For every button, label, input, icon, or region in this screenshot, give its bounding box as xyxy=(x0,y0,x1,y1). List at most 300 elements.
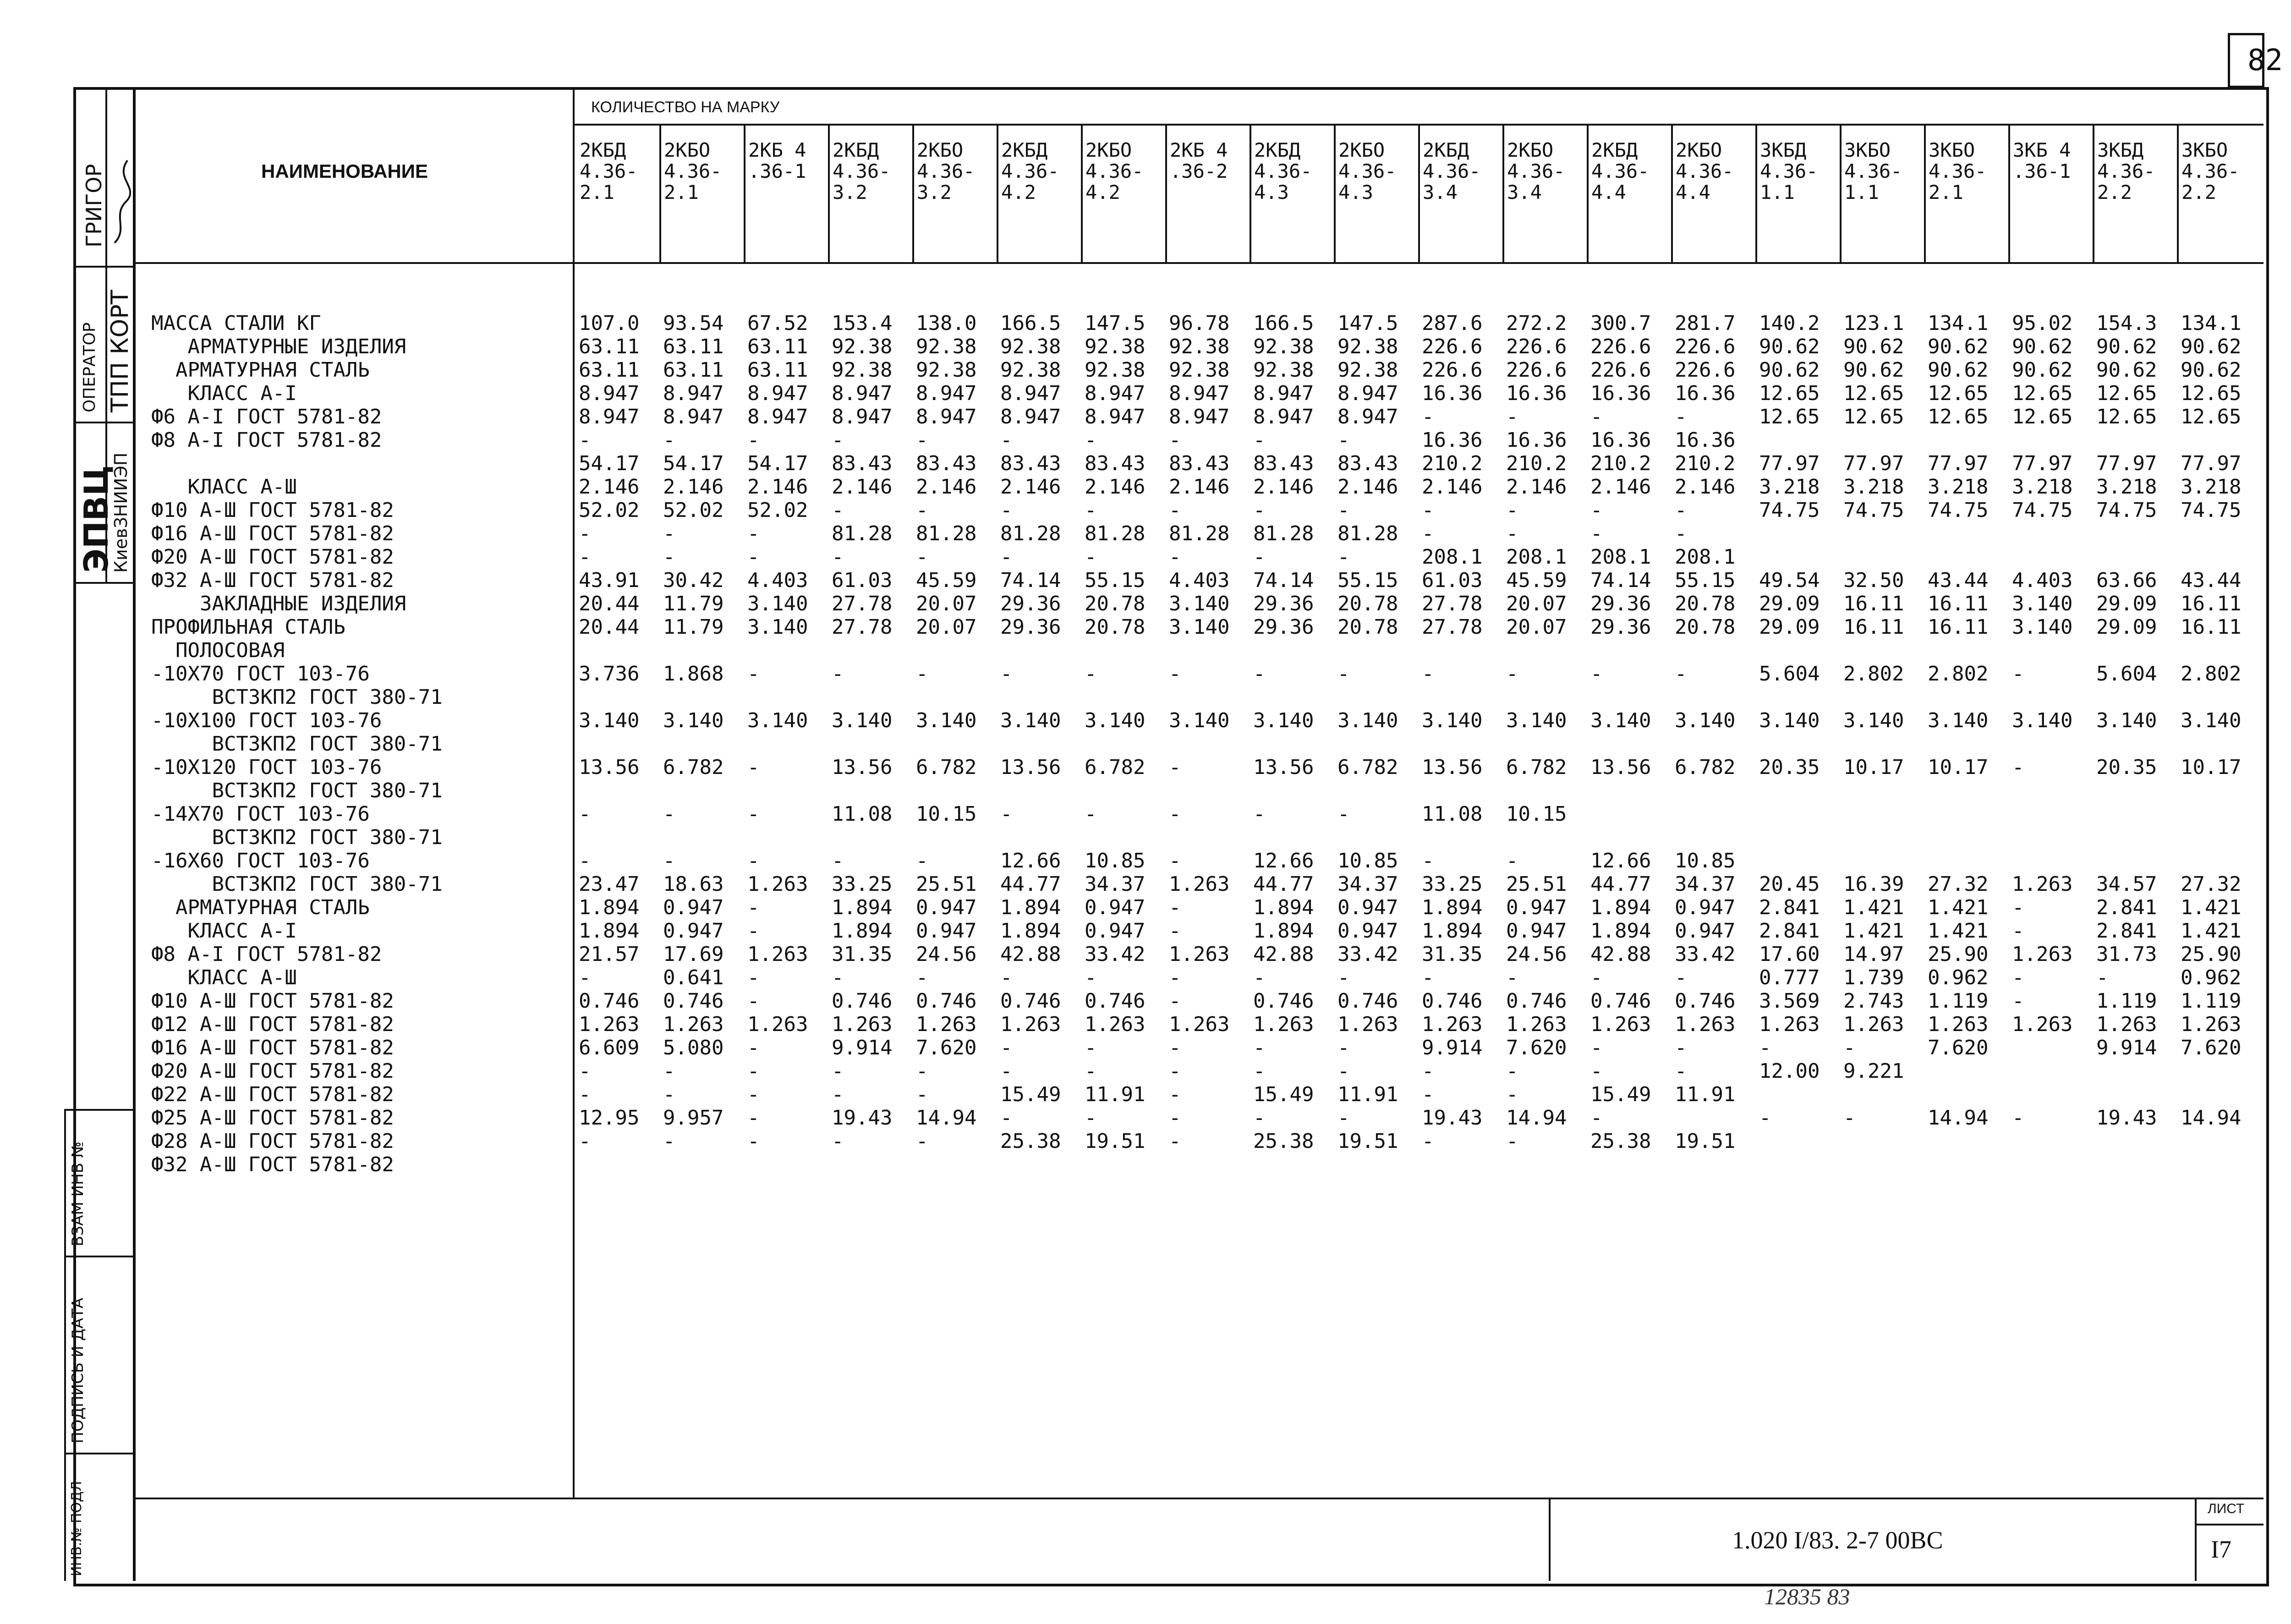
table-cell: - xyxy=(747,896,760,919)
table-cell: 1.894 xyxy=(579,919,640,943)
table-cell: - xyxy=(1169,919,1181,943)
table-cell: 272.2 xyxy=(1506,312,1567,335)
table-cell xyxy=(747,639,808,662)
table-cell xyxy=(1843,428,1904,452)
table-cell: - xyxy=(916,1083,928,1106)
table-cell: - xyxy=(747,662,760,686)
table-cell: 6.782 xyxy=(1337,756,1398,779)
table-cell: - xyxy=(747,545,760,569)
table-cell: - xyxy=(1000,802,1013,826)
table-cell: - xyxy=(1000,1106,1013,1130)
table-cell: 3.140 xyxy=(2012,615,2073,639)
table-cell xyxy=(747,779,808,802)
table-cell: 95.02 xyxy=(2012,312,2073,335)
table-cell xyxy=(2096,849,2157,872)
table-cell: 0.746 xyxy=(1422,989,1483,1013)
table-cell: 0.947 xyxy=(663,896,724,919)
title-block-divider xyxy=(1549,1498,1551,1581)
table-cell: 1.119 xyxy=(2181,989,2242,1013)
table-cell: 208.1 xyxy=(1675,545,1736,569)
table-cell: 0.947 xyxy=(916,919,977,943)
title-block-line xyxy=(2195,1524,2264,1525)
table-cell: - xyxy=(1675,1036,1687,1059)
mark-header: 2КБО 4.36- 4.3 xyxy=(1338,139,1397,203)
table-cell: 8.947 xyxy=(1337,382,1398,405)
table-cell: 6.782 xyxy=(663,756,724,779)
table-cell: 16.36 xyxy=(1422,428,1483,452)
table-cell: - xyxy=(1085,1059,1097,1083)
table-cell: - xyxy=(1169,966,1181,989)
row-name: КЛАСС А-I xyxy=(151,919,297,943)
row-name: ПОЛОСОВАЯ xyxy=(151,639,285,662)
row-name: -10Х70 ГОСТ 103-76 xyxy=(151,662,370,686)
table-cell: - xyxy=(1253,545,1266,569)
stamp-podpis: ПОДПИСЬ И ДАТА xyxy=(69,1298,87,1443)
table-cell xyxy=(1928,1130,1988,1153)
row-name: ЗАКЛАДНЫЕ ИЗДЕЛИЯ xyxy=(151,592,406,615)
table-cell: 19.43 xyxy=(1422,1106,1483,1130)
table-cell xyxy=(1843,802,1904,826)
row-name: Ф25 А-Ш ГОСТ 5781-82 xyxy=(151,1106,394,1130)
table-cell: - xyxy=(1337,499,1350,522)
table-cell: 16.36 xyxy=(1590,428,1651,452)
table-cell xyxy=(1928,686,1988,709)
row-name: ВСТЗКП2 ГОСТ 380-71 xyxy=(151,732,443,756)
table-cell: 2.841 xyxy=(1759,896,1820,919)
table-cell xyxy=(1590,639,1651,662)
table-cell: 16.36 xyxy=(1590,382,1651,405)
table-cell: 63.66 xyxy=(2096,569,2157,592)
table-cell: - xyxy=(1590,1059,1603,1083)
table-cell: 42.88 xyxy=(1590,943,1651,966)
table-cell: 2.146 xyxy=(1169,475,1230,499)
table-cell: 90.62 xyxy=(1928,335,1989,358)
table-cell: 1.263 xyxy=(2096,1013,2157,1036)
column-divider xyxy=(744,125,745,262)
table-cell: 7.620 xyxy=(1928,1036,1989,1059)
table-cell: - xyxy=(1590,499,1603,522)
row-name: Ф10 А-Ш ГОСТ 5781-82 xyxy=(151,989,394,1013)
table-cell: 77.97 xyxy=(2012,452,2073,475)
table-cell: 29.36 xyxy=(1000,592,1061,615)
table-cell: - xyxy=(1422,1059,1434,1083)
table-cell: 44.77 xyxy=(1000,872,1061,896)
mark-header: 3КБД 4.36- 2.2 xyxy=(2097,139,2155,203)
table-cell: 29.36 xyxy=(1000,615,1061,639)
table-cell: 77.97 xyxy=(1928,452,1989,475)
table-cell: 20.78 xyxy=(1337,592,1398,615)
table-cell: 90.62 xyxy=(1759,335,1820,358)
table-cell xyxy=(1169,686,1229,709)
table-cell: 19.43 xyxy=(2096,1106,2157,1130)
table-cell: 74.75 xyxy=(2096,499,2157,522)
stamp-grigor: ГРИГОР xyxy=(82,164,106,247)
row-name: -14Х70 ГОСТ 103-76 xyxy=(151,802,370,826)
table-cell: - xyxy=(1169,1106,1181,1130)
data-column xyxy=(2012,312,2072,1153)
table-cell: - xyxy=(2012,756,2024,779)
table-cell: 14.97 xyxy=(1843,943,1904,966)
table-cell: - xyxy=(916,545,928,569)
table-cell: 4.403 xyxy=(2012,569,2073,592)
table-cell: 8.947 xyxy=(579,405,640,428)
table-cell: 281.7 xyxy=(1675,312,1736,335)
table-cell: - xyxy=(1675,966,1687,989)
table-cell: 16.11 xyxy=(2181,592,2242,615)
table-cell: - xyxy=(663,545,675,569)
table-cell: 0.746 xyxy=(1337,989,1398,1013)
table-cell: 19.51 xyxy=(1085,1130,1146,1153)
table-cell xyxy=(1337,686,1398,709)
table-cell xyxy=(1590,826,1651,849)
table-cell: 1.894 xyxy=(832,896,893,919)
table-cell xyxy=(1337,826,1398,849)
table-cell xyxy=(2181,802,2241,826)
table-cell: - xyxy=(1000,428,1013,452)
table-cell: - xyxy=(1506,1130,1518,1153)
table-cell: 147.5 xyxy=(1337,312,1398,335)
table-cell: - xyxy=(1169,1130,1181,1153)
table-cell: 3.218 xyxy=(1843,475,1904,499)
table-cell: 9.914 xyxy=(1422,1036,1483,1059)
table-cell: 25.51 xyxy=(916,872,977,896)
table-cell: 8.947 xyxy=(1253,382,1314,405)
table-cell: - xyxy=(1590,662,1603,686)
table-cell: 140.2 xyxy=(1759,312,1820,335)
table-cell: 3.140 xyxy=(1169,592,1230,615)
table-cell: 1.263 xyxy=(1422,1013,1483,1036)
table-cell: - xyxy=(832,1059,844,1083)
stamp-inv: ИНВ.№ ПОДЛ xyxy=(69,1481,85,1576)
table-cell: - xyxy=(832,662,844,686)
table-cell: 2.146 xyxy=(1506,475,1567,499)
mark-header: 3КБ 4 .36-1 xyxy=(2013,139,2071,182)
table-cell: 49.54 xyxy=(1759,569,1820,592)
table-cell xyxy=(1928,802,1988,826)
table-cell xyxy=(1759,826,1820,849)
table-cell: 0.746 xyxy=(1085,989,1146,1013)
row-name: Ф32 А-Ш ГОСТ 5781-82 xyxy=(151,569,394,592)
table-cell: 77.97 xyxy=(1759,452,1820,475)
table-cell xyxy=(579,779,639,802)
table-header-bottom xyxy=(133,262,2264,264)
table-cell xyxy=(2096,1059,2157,1083)
row-name: Ф20 А-Ш ГОСТ 5781-82 xyxy=(151,1059,394,1083)
table-cell: 8.947 xyxy=(1337,405,1398,428)
table-cell: 9.957 xyxy=(663,1106,724,1130)
table-cell xyxy=(1928,1059,1988,1083)
table-cell: 1.263 xyxy=(663,1013,724,1036)
table-cell: 10.15 xyxy=(1506,802,1567,826)
table-cell: 6.782 xyxy=(916,756,977,779)
table-cell: - xyxy=(1169,428,1181,452)
table-cell: 34.57 xyxy=(2096,872,2157,896)
table-cell: - xyxy=(1169,662,1181,686)
table-cell: 2.841 xyxy=(1759,919,1820,943)
table-cell: 74.75 xyxy=(2181,499,2242,522)
table-cell: 5.604 xyxy=(1759,662,1820,686)
table-cell: 1.263 xyxy=(747,943,808,966)
table-cell xyxy=(1337,639,1398,662)
table-cell xyxy=(1590,686,1651,709)
table-cell: - xyxy=(747,849,760,872)
table-cell: - xyxy=(1253,662,1266,686)
table-cell xyxy=(1253,779,1314,802)
row-name: МАССА СТАЛИ КГ xyxy=(151,312,321,335)
table-cell: 52.02 xyxy=(579,499,640,522)
table-cell: - xyxy=(663,1059,675,1083)
table-cell xyxy=(832,732,892,756)
table-cell xyxy=(1590,779,1651,802)
table-cell: - xyxy=(1506,966,1518,989)
table-cell: 33.42 xyxy=(1337,943,1398,966)
table-cell: 8.947 xyxy=(663,382,724,405)
table-cell: - xyxy=(1506,1083,1518,1106)
table-cell xyxy=(579,826,639,849)
table-cell: 3.140 xyxy=(2181,709,2242,732)
table-cell: - xyxy=(579,802,591,826)
table-cell: 90.62 xyxy=(2181,335,2242,358)
table-cell: 1.263 xyxy=(1253,1013,1314,1036)
table-cell: - xyxy=(1000,499,1013,522)
table-cell: 32.50 xyxy=(1843,569,1904,592)
table-cell: 25.51 xyxy=(1506,872,1567,896)
table-cell xyxy=(2096,826,2157,849)
table-cell: 1.894 xyxy=(1000,896,1061,919)
table-cell: - xyxy=(663,849,675,872)
table-cell: - xyxy=(1253,1106,1266,1130)
table-cell: 92.38 xyxy=(1253,335,1314,358)
table-cell: 8.947 xyxy=(1253,405,1314,428)
table-cell: 7.620 xyxy=(916,1036,977,1059)
table-cell: 92.38 xyxy=(1253,358,1314,382)
column-divider xyxy=(1081,125,1083,262)
table-cell: 42.88 xyxy=(1253,943,1314,966)
table-cell: 134.1 xyxy=(2181,312,2242,335)
data-column xyxy=(2096,312,2157,1153)
table-cell xyxy=(1675,779,1735,802)
table-cell: 9.914 xyxy=(2096,1036,2157,1059)
data-column xyxy=(579,312,639,1153)
data-column xyxy=(747,312,808,1153)
table-cell: 0.746 xyxy=(1675,989,1736,1013)
table-cell xyxy=(832,779,892,802)
table-cell xyxy=(1759,732,1820,756)
table-cell: 8.947 xyxy=(1169,405,1230,428)
table-cell xyxy=(1506,826,1567,849)
table-cell: - xyxy=(1675,1059,1687,1083)
table-cell: 2.146 xyxy=(1422,475,1483,499)
table-cell: - xyxy=(663,522,675,545)
table-cell: 20.44 xyxy=(579,592,640,615)
table-cell: - xyxy=(832,1083,844,1106)
table-cell: 63.11 xyxy=(747,335,808,358)
table-cell: 83.43 xyxy=(1253,452,1314,475)
table-cell xyxy=(1253,826,1314,849)
table-cell: 29.36 xyxy=(1253,592,1314,615)
table-cell: 1.421 xyxy=(2181,919,2242,943)
table-cell: 12.65 xyxy=(1759,382,1820,405)
table-cell: 3.218 xyxy=(2096,475,2157,499)
table-cell: 20.35 xyxy=(2096,756,2157,779)
column-divider xyxy=(1671,125,1673,262)
table-cell: 16.36 xyxy=(1506,382,1567,405)
table-cell: 8.947 xyxy=(663,405,724,428)
table-cell: 92.38 xyxy=(1000,335,1061,358)
table-cell: 0.947 xyxy=(1337,896,1398,919)
table-cell: 0.962 xyxy=(1928,966,1989,989)
table-cell: - xyxy=(1675,522,1687,545)
row-name: Ф8 А-I ГОСТ 5781-82 xyxy=(151,943,382,966)
table-cell: 3.140 xyxy=(2096,709,2157,732)
table-cell xyxy=(916,779,976,802)
table-cell xyxy=(1422,826,1482,849)
table-cell xyxy=(663,779,723,802)
column-divider xyxy=(1502,125,1504,262)
table-cell: 16.11 xyxy=(1843,592,1904,615)
table-cell: - xyxy=(2012,919,2024,943)
table-cell: 13.56 xyxy=(1000,756,1061,779)
column-divider xyxy=(2177,125,2179,262)
table-cell xyxy=(1843,779,1904,802)
table-cell: 1.894 xyxy=(1422,919,1483,943)
table-cell xyxy=(1675,732,1735,756)
table-cell: 16.11 xyxy=(1928,592,1989,615)
table-cell: - xyxy=(1000,1059,1013,1083)
column-divider xyxy=(2093,125,2094,262)
data-column xyxy=(1843,312,1904,1153)
table-cell: 74.75 xyxy=(2012,499,2073,522)
table-cell: 8.947 xyxy=(747,382,808,405)
name-column xyxy=(151,312,443,1176)
table-cell: 3.218 xyxy=(1759,475,1820,499)
data-column xyxy=(916,312,976,1153)
table-cell: 15.49 xyxy=(1253,1083,1314,1106)
column-divider xyxy=(912,125,914,262)
table-cell: 3.218 xyxy=(2181,475,2242,499)
table-cell: 5.604 xyxy=(2096,662,2157,686)
table-cell xyxy=(2012,428,2072,452)
row-name: Ф22 А-Ш ГОСТ 5781-82 xyxy=(151,1083,394,1106)
table-cell: 153.4 xyxy=(832,312,893,335)
table-cell xyxy=(1506,779,1567,802)
table-cell xyxy=(2012,1083,2072,1106)
table-cell: 8.947 xyxy=(1085,382,1146,405)
table-cell: 12.65 xyxy=(1759,405,1820,428)
table-cell: 25.38 xyxy=(1590,1130,1651,1153)
table-cell: 81.28 xyxy=(1337,522,1398,545)
table-cell: 0.777 xyxy=(1759,966,1820,989)
table-cell: 8.947 xyxy=(916,382,977,405)
table-cell: - xyxy=(1337,1059,1350,1083)
table-cell: 2.146 xyxy=(579,475,640,499)
table-cell: - xyxy=(1169,1083,1181,1106)
table-cell: - xyxy=(747,1083,760,1106)
table-cell: 3.140 xyxy=(1422,709,1483,732)
table-cell: - xyxy=(1085,802,1097,826)
table-cell xyxy=(1843,732,1904,756)
table-cell: 25.38 xyxy=(1253,1130,1314,1153)
table-cell: - xyxy=(832,545,844,569)
table-cell xyxy=(1506,732,1567,756)
table-cell: 3.140 xyxy=(2012,709,2073,732)
table-cell: 1.263 xyxy=(1759,1013,1820,1036)
table-cell: 1.263 xyxy=(1506,1013,1567,1036)
table-cell: 29.36 xyxy=(1590,592,1651,615)
table-cell: 81.28 xyxy=(1169,522,1230,545)
table-cell xyxy=(2096,1130,2157,1153)
table-cell: 11.79 xyxy=(663,592,724,615)
table-cell: 3.140 xyxy=(832,709,893,732)
table-cell: - xyxy=(2012,896,2024,919)
table-cell: 33.42 xyxy=(1085,943,1146,966)
signature xyxy=(110,151,131,252)
table-cell: 8.947 xyxy=(832,382,893,405)
table-cell xyxy=(2012,779,2072,802)
table-cell: 0.947 xyxy=(1506,919,1567,943)
mark-header: 2КБО 4.36- 4.4 xyxy=(1676,139,1734,203)
table-cell: 1.421 xyxy=(1928,919,1989,943)
table-cell: 12.65 xyxy=(2096,405,2157,428)
table-cell: 14.94 xyxy=(2181,1106,2242,1130)
table-cell: 8.947 xyxy=(916,405,977,428)
table-cell: - xyxy=(1759,1106,1771,1130)
table-cell xyxy=(2181,1130,2241,1153)
table-cell: 226.6 xyxy=(1590,358,1651,382)
column-divider xyxy=(1334,125,1336,262)
table-cell: 1.263 xyxy=(2012,872,2073,896)
table-cell: 2.841 xyxy=(2096,896,2157,919)
table-cell: 16.36 xyxy=(1675,382,1736,405)
table-cell: - xyxy=(916,1130,928,1153)
data-column xyxy=(832,312,892,1153)
row-name: ПРОФИЛЬНАЯ СТАЛЬ xyxy=(151,615,345,639)
table-cell: 12.65 xyxy=(1843,405,1904,428)
table-cell: 0.947 xyxy=(1085,919,1146,943)
table-cell xyxy=(1169,639,1229,662)
table-cell: 12.65 xyxy=(2096,382,2157,405)
table-cell: 27.78 xyxy=(832,592,893,615)
table-cell xyxy=(1928,849,1988,872)
table-cell: 1.263 xyxy=(1169,872,1230,896)
table-cell: 81.28 xyxy=(832,522,893,545)
table-cell: 54.17 xyxy=(579,452,640,475)
table-cell: 44.77 xyxy=(1590,872,1651,896)
table-cell: 25.38 xyxy=(1000,1130,1061,1153)
table-cell: 90.62 xyxy=(1759,358,1820,382)
column-divider xyxy=(1165,125,1167,262)
table-cell: - xyxy=(916,499,928,522)
table-cell xyxy=(579,639,639,662)
table-cell: 1.263 xyxy=(747,1013,808,1036)
table-cell: 83.43 xyxy=(916,452,977,475)
table-cell: 1.263 xyxy=(1169,1013,1230,1036)
table-cell: 11.91 xyxy=(1085,1083,1146,1106)
table-cell: 21.57 xyxy=(579,943,640,966)
table-cell: - xyxy=(663,1130,675,1153)
table-cell: - xyxy=(2012,966,2024,989)
table-cell: 3.140 xyxy=(2012,592,2073,615)
table-cell: 15.49 xyxy=(1000,1083,1061,1106)
table-cell: 12.65 xyxy=(1928,382,1989,405)
table-cell: 1.894 xyxy=(1000,919,1061,943)
table-cell: 16.11 xyxy=(1843,615,1904,639)
table-cell xyxy=(1675,639,1735,662)
table-cell: 12.66 xyxy=(1590,849,1651,872)
row-name: КЛАСС А-I xyxy=(151,382,297,405)
table-cell: 10.17 xyxy=(2181,756,2242,779)
table-cell: 11.91 xyxy=(1675,1083,1736,1106)
